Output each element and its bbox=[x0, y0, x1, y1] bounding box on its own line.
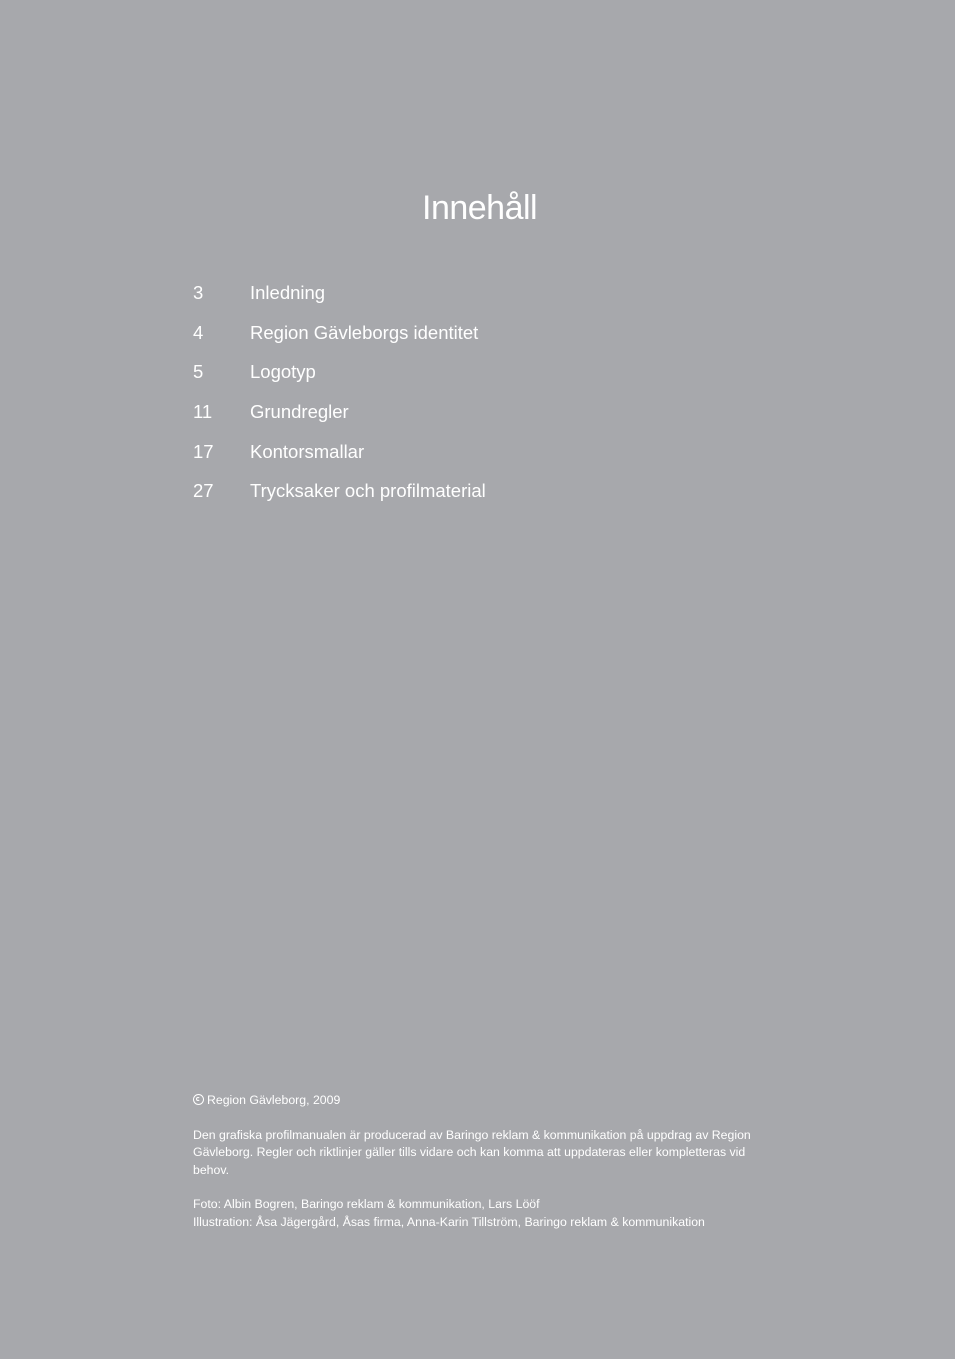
colophon bbox=[193, 1092, 753, 1231]
copyright-icon bbox=[193, 1094, 204, 1105]
credits bbox=[193, 1196, 753, 1231]
toc-entry-title: Kontorsmallar bbox=[250, 440, 365, 462]
copyright-text: Region Gävleborg, 2009 bbox=[207, 1093, 341, 1107]
toc-entry-title: Region Gävleborgs identitet bbox=[250, 321, 479, 343]
toc-page-number: 11 bbox=[193, 401, 213, 423]
toc-entry-title: Inledning bbox=[250, 282, 326, 303]
toc-page-number: 3 bbox=[193, 282, 204, 303]
toc-page-number: 5 bbox=[193, 361, 204, 383]
toc-entry-title: Trycksaker och profilmaterial bbox=[250, 480, 486, 502]
toc-page-number: 17 bbox=[193, 440, 214, 462]
illustration-credit: Illustration: Åsa Jägergård, Åsas firma, Anna-Karin Tillström, Baringo reklam & kommunikation bbox=[193, 1214, 705, 1229]
page-title: Innehåll bbox=[422, 189, 538, 227]
colophon-description: Den grafiska profilmanualen är producerad av Baringo reklam & kommunikation på uppdrag av Region Gävleborg. Regler och riktlinjer gäller tills vidare och kan komma att uppdateras eller kompletteras vid behov. bbox=[193, 1127, 751, 1177]
copyright-line bbox=[193, 1092, 753, 1110]
toc-entry-title: Grundregler bbox=[250, 401, 349, 423]
toc-page-number: 4 bbox=[193, 321, 204, 343]
toc-page-number: 27 bbox=[193, 480, 214, 502]
photo-credit: Foto: Albin Bogren, Baringo reklam & kommunikation, Lars Lööf bbox=[193, 1197, 540, 1211]
toc-entry-title: Logotyp bbox=[250, 361, 316, 383]
